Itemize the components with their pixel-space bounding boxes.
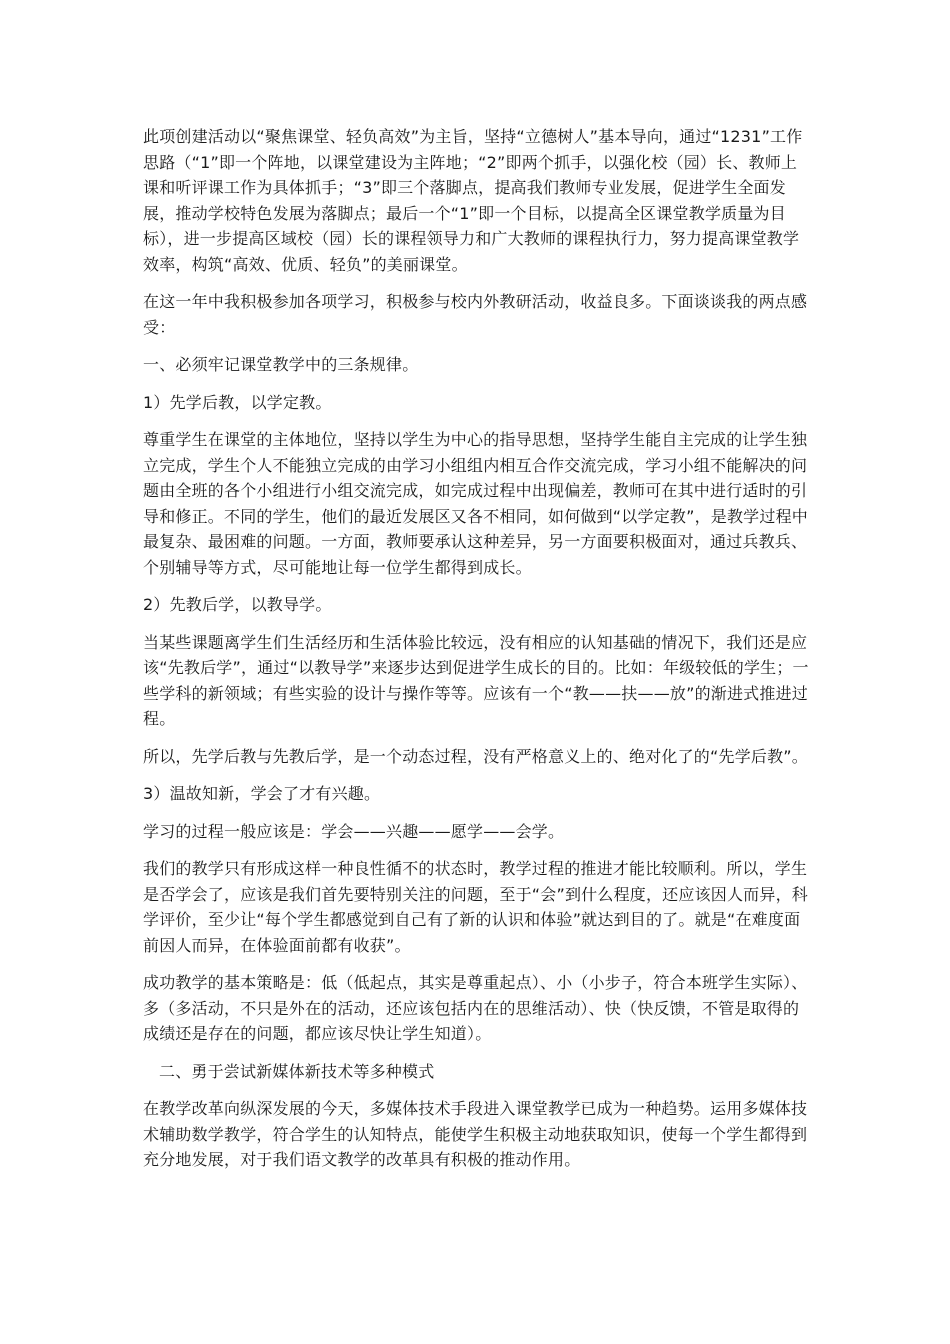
subheading-1: 1）先学后教，以学定教。 <box>143 392 332 412</box>
summary-paragraph: 在这一年中我积极参加各项学习，积极参与校内外教研活动，收益良多。下面谈谈我的两点感受： <box>143 292 808 337</box>
body-paragraph-2: 当某些课题离学生们生活经历和生活体验比较远，没有相应的认知基础的情况下，我们还是应该“先教后学”，通过“以教导学”来逐步达到促进学生成长的目的。比如：年级较低的学生；一些学科的新领域；有些实验的设计与操作等等。应该有一个“教——扶——放”的渐进式推进过程。 <box>143 632 809 728</box>
body-paragraph-5: 我们的教学只有形成这样一种良性循不的状态时，教学过程的推进才能比较顺利。所以，学生是否学会了，应该是我们首先要特别关注的问题，至于“会”到什么程度，还应该因人而异，科学评价，至少让“每个学生都感觉到自己有了新的认识和体验”就达到目的了。就是“在难度面前因人而异，在体验面前都有收获”。 <box>143 859 808 955</box>
body-paragraph-4: 学习的过程一般应该是：学会——兴趣——愿学——会学。 <box>143 821 565 841</box>
body-paragraph-1: 尊重学生在课堂的主体地位，坚持以学生为中心的指导思想，坚持学生能自主完成的让学生独立完成，学生个人不能独立完成的由学习小组组内相互合作交流完成，学习小组不能解决的问题由全班的各个小组进行小组交流完成，如完成过程中出现偏差，教师可在其中进行适时的引导和修正。不同的学生，他们的最近发展区又各不相同，如何做到“以学定教”，是教学过程中最复杂、最困难的问题。一方面，教师要承认这种差异，另一方面要积极面对，通过兵教兵、个别辅导等方式，尽可能地让每一位学生都得到成长。 <box>143 430 808 577</box>
subheading-2: 2）先教后学，以教导学。 <box>143 595 332 614</box>
intro-paragraph: 此项创建活动以“聚焦课堂、轻负高效”为主旨，坚持“立德树人”基本导向，通过“1231”工作思路（“1”即一个阵地，以课堂建设为主阵地；“2”即两个抓手，以强化校（园）长、教师上课和听评课工作为具体抓手；“3”即三个落脚点，提高我们教师专业发展，促进学生全面发展，推动学校特色发展为落脚点；最后一个“1”即一个目标，以提高全区课堂教学质量为目标），进一步提高区域校（园）长的课程领导力和广大教师的课程执行力，努力提高课堂教学效率，构筑“高效、优质、轻负”的美丽课堂。 <box>143 127 803 274</box>
subheading-3: 3）温故知新，学会了才有兴趣。 <box>143 784 381 803</box>
body-paragraph-3: 所以，先学后教与先教后学，是一个动态过程，没有严格意义上的、绝对化了的“先学后教”。 <box>143 746 808 766</box>
body-paragraph-7: 在教学改革向纵深发展的今天，多媒体技术手段进入课堂教学已成为一种趋势。运用多媒体技术辅助数学教学，符合学生的认知特点，能使学生积极主动地获取知识，使每一个学生都得到充分地发展，对于我们语文教学的改革具有积极的推动作用。 <box>143 1099 808 1169</box>
section-heading-1: 一、必须牢记课堂教学中的三条规律。 <box>143 355 419 374</box>
section-heading-2: 二、勇于尝试新媒体新技术等多种模式 <box>159 1061 435 1081</box>
document-page <box>143 124 811 1185</box>
body-paragraph-6: 成功教学的基本策略是：低（低起点，其实是尊重起点）、小（小步子，符合本班学生实际）、多（多活动，不只是外在的活动，还应该包括内在的思维活动）、快（快反馈，不管是取得的成绩还是存在的问题，都应该尽快让学生知道）。 <box>143 973 808 1043</box>
